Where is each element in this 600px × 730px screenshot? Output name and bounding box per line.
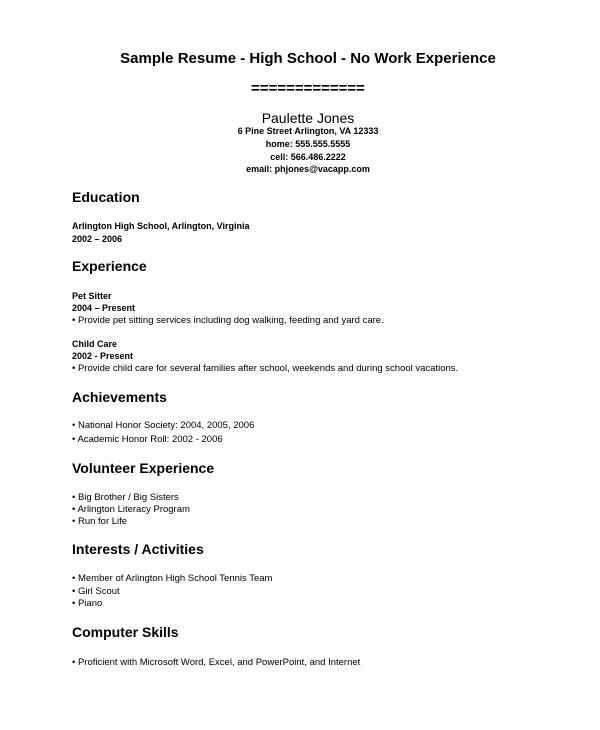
education-heading: Education (72, 189, 140, 205)
skills-heading: Computer Skills (72, 624, 179, 640)
list-item: • National Honor Society: 2004, 2005, 2006 (72, 420, 255, 431)
job-bullet: • Provide pet sitting services including dog walking, feeding and yard care. (72, 315, 384, 326)
list-item: • Girl Scout (72, 586, 120, 597)
job-dates: 2004 – Present (72, 303, 136, 313)
separator: ============= (251, 80, 365, 97)
list-item: • Member of Arlington High School Tennis Team (72, 573, 273, 584)
school: Arlington High School, Arlington, Virginia (72, 221, 250, 231)
job-dates: 2002 - Present (72, 351, 134, 361)
document-title: Sample Resume - High School - No Work Experience (120, 50, 496, 67)
list-item: • Piano (72, 598, 103, 609)
job-title: Pet Sitter (72, 291, 112, 301)
applicant-name: Paulette Jones (261, 110, 355, 126)
list-item: • Arlington Literacy Program (72, 504, 190, 515)
list-item: • Academic Honor Roll: 2002 - 2006 (72, 434, 223, 445)
list-item: • Run for Life (72, 516, 128, 527)
achievements-heading: Achievements (72, 389, 167, 405)
experience-heading: Experience (72, 258, 147, 274)
list-item: • Proficient with Microsoft Word, Excel, and PowerPoint, and Internet (72, 657, 361, 668)
interests-heading: Interests / Activities (72, 541, 204, 557)
address: 6 Pine Street Arlington, VA 12333 (237, 126, 379, 136)
home-phone: home: 555.555.5555 (265, 139, 351, 149)
job-bullet: • Provide child care for several families after school, weekends and during school vacations. (72, 363, 459, 374)
list-item: • Big Brother / Big Sisters (72, 492, 179, 503)
school-years: 2002 – 2006 (72, 234, 123, 244)
job-title: Child Care (72, 339, 118, 349)
cell-phone: cell: 566.486.2222 (270, 152, 346, 162)
volunteer-heading: Volunteer Experience (72, 460, 215, 476)
email: email: phjones@vacapp.com (246, 164, 370, 174)
